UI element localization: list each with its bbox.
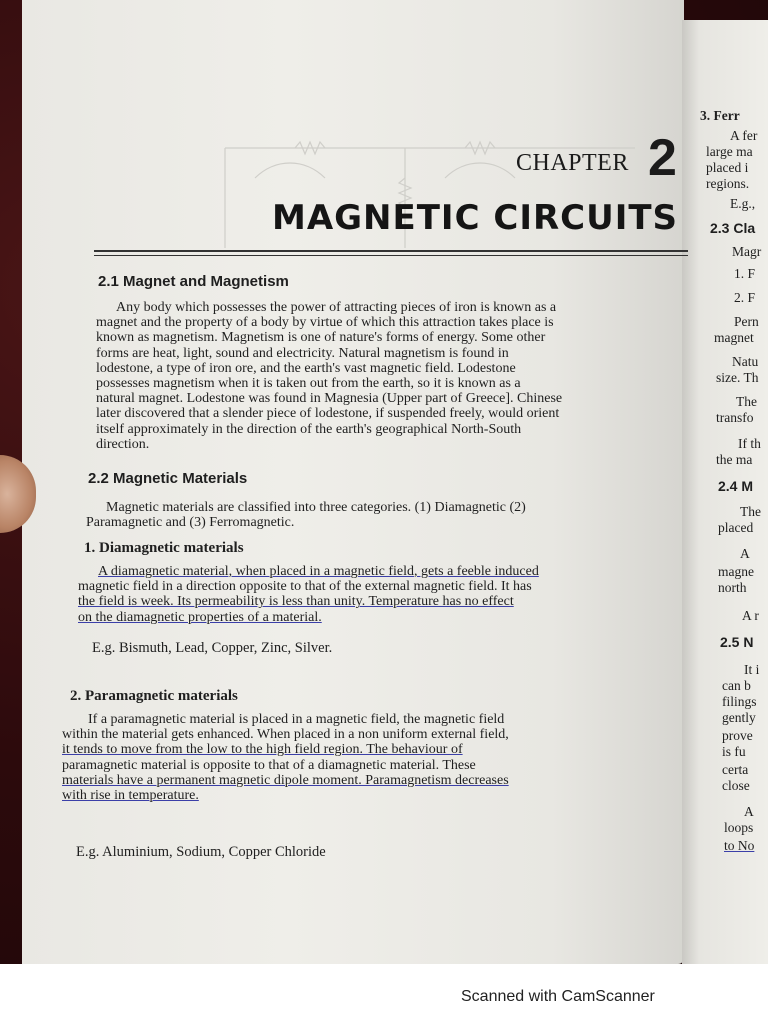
paramagnetic-heading: 2. Paramagnetic materials — [70, 688, 238, 704]
right-line: placed — [718, 520, 754, 535]
paramagnetic-examples: E.g. Aluminium, Sodium, Copper Chloride — [76, 844, 326, 860]
right-line: certa — [722, 762, 749, 777]
right-line: placed i — [706, 160, 749, 175]
right-line: large ma — [706, 144, 753, 159]
chapter-title: MAGNETIC CIRCUITS — [272, 198, 679, 238]
right-line: can b — [722, 678, 751, 693]
right-line: transfo — [716, 410, 754, 425]
right-line: A fer — [730, 128, 758, 143]
right-line: A r — [742, 608, 759, 623]
right-line: filings — [722, 694, 757, 709]
text-line: paramagnetic material is opposite to that of a diamagnetic material. These — [62, 757, 476, 773]
text-line: known as magnetism. Magnetism is one of nature's forms of energy. Some other — [96, 330, 546, 346]
right-line: 2. F — [734, 290, 756, 305]
diamagnetic-examples: E.g. Bismuth, Lead, Copper, Zinc, Silver. — [92, 640, 333, 656]
chapter-label: CHAPTER — [516, 150, 629, 176]
text-line: If a paramagnetic material is placed in a magnetic field, the magnetic field — [88, 712, 505, 727]
text-line: later discovered that a slender piece of lodestone, if suspended freely, would orient — [96, 406, 560, 422]
right-heading: 2.5 N — [720, 634, 754, 650]
text-line: it tends to move from the low to the high field region. The behaviour of — [62, 742, 463, 758]
diamagnetic-heading: 1. Diamagnetic materials — [84, 540, 244, 556]
text-line: magnetic field in a direction opposite to that of the external magnetic field. It has — [78, 579, 532, 595]
right-heading: 2.3 Cla — [710, 220, 756, 236]
right-line: E.g., — [730, 196, 756, 211]
right-line: magne — [718, 564, 754, 579]
right-line: A — [740, 546, 750, 561]
right-line: 3. Ferr — [700, 108, 740, 123]
section-heading-2-2: 2.2 Magnetic Materials — [88, 470, 248, 487]
text-line: A diamagnetic material, when placed in a magnetic field, gets a feeble induced — [98, 564, 539, 579]
text-line: forms are heat, light, sound and electricity. Natural magnetism is found in — [96, 345, 509, 361]
right-line: gently — [722, 710, 756, 725]
right-line: is fu — [722, 744, 746, 759]
text-line: itself approximately in the direction of the earth's geographical North-South — [96, 421, 522, 437]
text-line: on the diamagnetic properties of a material. — [78, 609, 322, 625]
right-line: A — [744, 804, 754, 819]
section-2-1-paragraph — [96, 300, 684, 452]
diamagnetic-paragraph — [78, 564, 684, 625]
section-heading-2-1: 2.1 Magnet and Magnetism — [98, 273, 289, 290]
text-line: Paramagnetic and (3) Ferromagnetic. — [86, 515, 295, 531]
right-line: to No — [724, 838, 755, 853]
right-line: The — [736, 394, 757, 409]
text-line: Any body which possesses the power of attracting pieces of iron is known as a — [116, 300, 557, 315]
right-line: magnet — [714, 330, 754, 345]
text-line: lodestone, a type of iron ore, and the earth's vast magnetic field. Lodestone — [96, 360, 516, 376]
text-line: materials have a permanent magnetic dipole moment. Paramagnetism decreases — [62, 772, 509, 788]
right-line: regions. — [706, 176, 750, 191]
right-line: loops — [724, 820, 754, 835]
text-line: direction. — [96, 436, 150, 452]
right-line: prove — [722, 728, 753, 743]
right-line: Natu — [732, 354, 759, 369]
text-line: the field is week. Its permeability is less than unity. Temperature has no effect — [78, 594, 514, 610]
chapter-number: 2 — [648, 129, 677, 187]
right-heading: 2.4 M — [718, 478, 754, 494]
right-line: the ma — [716, 452, 753, 467]
right-line: north — [718, 580, 747, 595]
title-rule-thin — [94, 255, 688, 256]
title-rule — [94, 250, 688, 252]
text-line: with rise in temperature. — [62, 788, 199, 804]
right-line: It i — [744, 662, 760, 677]
text-line: within the material gets enhanced. When placed in a non uniform external field, — [62, 727, 509, 743]
text-line: magnet and the property of a body by virtue of which this attraction takes place is — [96, 315, 554, 331]
right-line: size. Th — [716, 370, 759, 385]
paramagnetic-paragraph — [62, 712, 688, 803]
right-page-clipped-text — [700, 100, 768, 880]
right-line: 1. F — [734, 266, 756, 281]
text-line: natural magnet. Lodestone was found in Magnesia (Upper part of Greece]. Chinese — [96, 391, 563, 407]
text-line: possesses magnetism when it is taken out from the earth, so it is known as a — [96, 376, 521, 392]
right-line: close — [722, 778, 750, 793]
right-line: Pern — [734, 314, 759, 329]
right-line: The — [740, 504, 761, 519]
section-2-2-paragraph — [86, 500, 684, 530]
text-line: Magnetic materials are classified into three categories. (1) Diamagnetic (2) — [106, 500, 526, 515]
camscanner-watermark: Scanned with CamScanner — [461, 988, 655, 1005]
right-line: If th — [738, 436, 761, 451]
right-line: Magr — [732, 244, 762, 259]
